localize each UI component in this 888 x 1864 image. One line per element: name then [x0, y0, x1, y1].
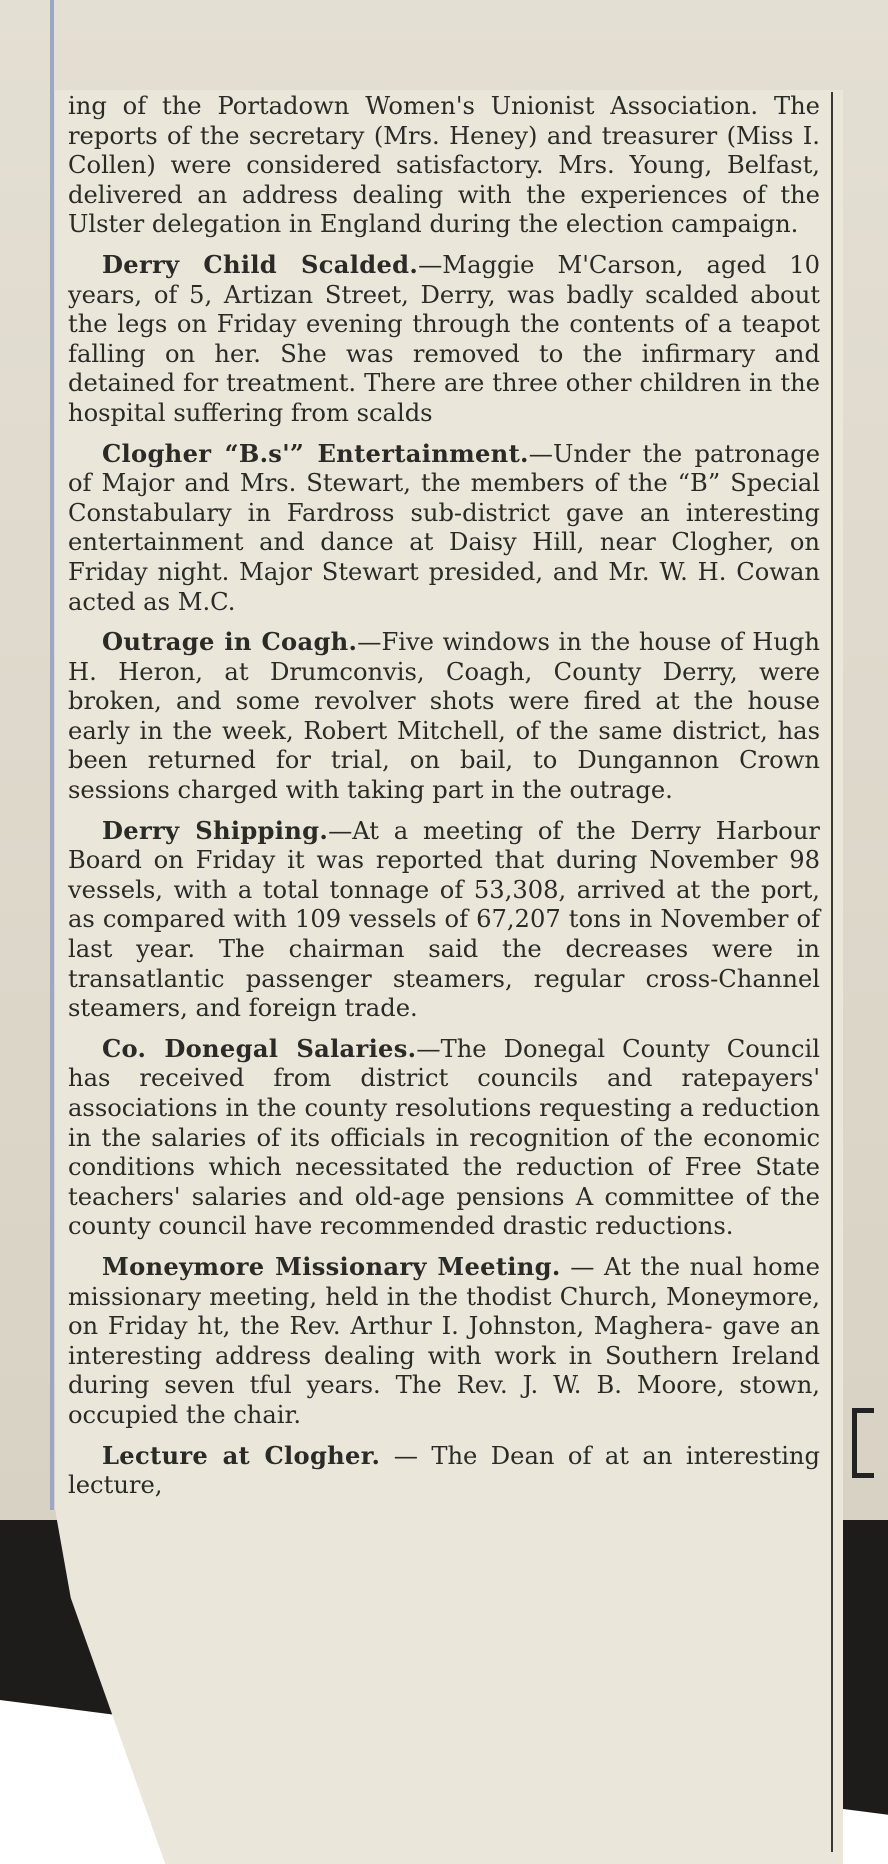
article-body: —The Donegal County Council has received from district councils and ratepayers' associations in the county resolutions requesting a reduction in the salaries of its officials in recognition of the economic conditions which necessitated the reduction of Free State teachers' salaries and old-age pensions A committee of the county council have recommended drastic reductions. — [68, 1034, 820, 1241]
article-body: —Under the patronage of Major and Mrs. Stewart, the members of the “B” Special Constabulary in Fardross sub-district gave an interesting entertainment and dance at Daisy Hill, near Clogher, on Friday night. Major Stewart presided, and Mr. W. H. Cowan acted as M.C. — [68, 439, 821, 616]
article-body: — At the nual home missionary meeting, held in the thodist Church, Moneymore, on Friday ht, the Rev. Arthur I. Johnston, Maghera- gave an interesting address dealing with work in Southern Ireland during seven tful years. The Rev. J. W. B. Moore, stown, occupied the chair. — [68, 1252, 820, 1429]
article-body: —At a meeting of the Derry Harbour Board on Friday it was reported that during November 98 vessels, with a total tonnage of 53,308, arrived at the port, as compared with 109 vessels of 67,207 tons in November of last year. The chairman said the decreases were in transatlantic passenger steamers, regular cross-Channel steamers, and foreign trade. — [68, 816, 820, 1023]
article-heading: Derry Shipping. — [102, 815, 329, 845]
article-body: ing of the Portadown Women's Unionist Association. The reports of the secretary (Mrs. Heney) and treasurer (Miss I. Collen) were considered satisfactory. Mrs. Young, Belfast, delivered an address dealing with the experiences of the Ulster delegation in England during the election campaign. — [68, 92, 820, 239]
edge-bracket-mark — [852, 1408, 874, 1478]
article-lecture-clogher — [68, 1441, 820, 1501]
article-heading: Moneymore Missionary Meeting. — [102, 1251, 561, 1281]
article-donegal-salaries — [68, 1034, 820, 1242]
article-body: — The Dean of at an interesting lecture, — [68, 1441, 820, 1500]
article-heading: Clogher “B.s'” Entertainment. — [102, 438, 529, 468]
article-heading: Lecture at Clogher. — [102, 1440, 381, 1470]
margin-rule — [50, 0, 54, 1510]
article-moneymore-meeting — [68, 1252, 820, 1431]
article-portadown — [68, 92, 820, 240]
article-heading: Derry Child Scalded. — [102, 249, 419, 279]
article-heading: Co. Donegal Salaries. — [102, 1033, 417, 1063]
clipping-text — [68, 92, 820, 1511]
article-body: —Five windows in the house of Hugh H. Heron, at Drumconvis, Coagh, County Derry, were broken, and some revolver shots were fired at the house early in the week, Robert Mitchell, of the same district, has been returned for trial, on bail, to Dungannon Crown sessions charged with taking part in the outrage. — [68, 628, 820, 805]
article-outrage-coagh — [68, 627, 820, 806]
article-body: —Maggie M'Carson, aged 10 years, of 5, Artizan Street, Derry, was badly scalded about the legs on Friday evening through the contents of a teapot falling on her. She was removed to the infirmary and detained for treatment. There are three other children in the hospital suffering from scalds — [68, 250, 820, 427]
article-heading: Outrage in Coagh. — [102, 627, 358, 657]
article-derry-child-scalded — [68, 250, 820, 429]
column-rule — [831, 92, 833, 1852]
article-derry-shipping — [68, 816, 820, 1024]
article-clogher-entertainment — [68, 439, 820, 618]
